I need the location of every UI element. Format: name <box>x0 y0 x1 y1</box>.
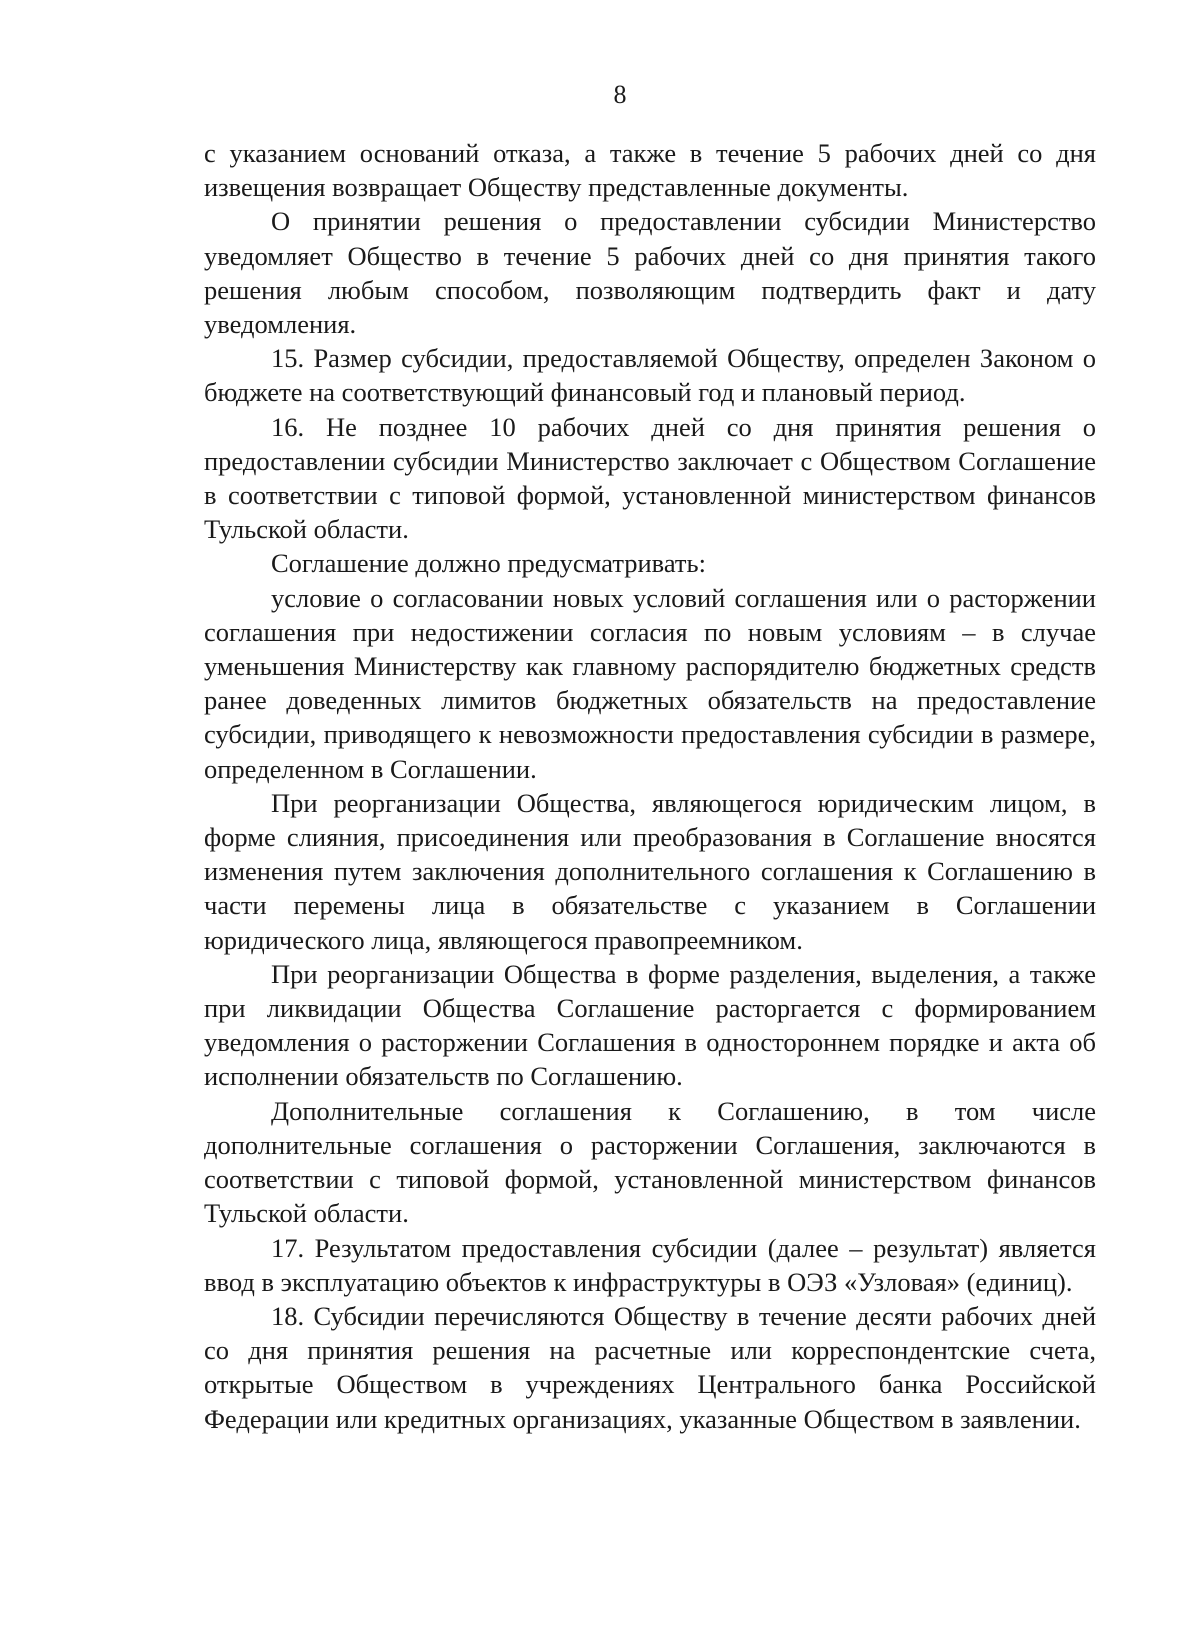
paragraph-agreement-condition: условие о согласовании новых условий соглашения или о расторжении соглашения при недостижении согласия по новым условиям – в случае уменьшения Министерству как главному распорядителю бюджетных средств ранее доведенных лимитов бюджетных обязательств на предоставление субсидии, приводящего к невозможности предоставления субсидии в размере, определенном в Соглашении. <box>204 582 1096 784</box>
page-number: 8 <box>613 80 627 109</box>
paragraph-agreement-provisions: Соглашение должно предусматривать: <box>271 548 706 579</box>
paragraph-continuation: с указанием оснований отказа, а также в течение 5 рабочих дней со дня извещения возвращает Обществу представленные документы. <box>204 138 1096 203</box>
paragraph-reorganization-merger: При реорганизации Общества, являющегося юридическим лицом, в форме слияния, присоединения или преобразования в Соглашение вносятся изменения путем заключения дополнительного соглашения к Соглашению в части перемены лица в обязательстве с указанием в Соглашении юридического лица, являющегося правопреемником. <box>204 787 1096 955</box>
paragraph-15: 15. Размер субсидии, предоставляемой Обществу, определен Законом о бюджете на соответствующий финансовый год и плановый период. <box>204 343 1096 408</box>
paragraph-additional-agreements: Дополнительные соглашения к Соглашению, в том числе дополнительные соглашения о расторжении Соглашения, заключаются в соответствии с типовой формой, установленной министерством финансов Тульской области. <box>204 1095 1096 1229</box>
paragraph-notification: О принятии решения о предоставлении субсидии Министерство уведомляет Общество в течение 5 рабочих дней со дня принятия такого решения любым способом, позволяющим подтвердить факт и дату уведомления. <box>204 206 1096 340</box>
paragraph-18: 18. Субсидии перечисляются Обществу в течение десяти рабочих дней со дня принятия решения на расчетные или корреспондентские счета, открытые Обществом в учреждениях Центрального банка Российской Федерации или кредитных организациях, указанные Обществом в заявлении. <box>204 1300 1096 1434</box>
paragraph-reorganization-division: При реорганизации Общества в форме разделения, выделения, а также при ликвидации Общества Соглашение расторгается с формированием уведомления о расторжении Соглашения в одностороннем порядке и акта об исполнении обязательств по Соглашению. <box>204 958 1096 1092</box>
paragraph-16: 16. Не позднее 10 рабочих дней со дня принятия решения о предоставлении субсидии Министерство заключает с Обществом Соглашение в соответствии с типовой формой, установленной министерством финансов Тульской области. <box>204 411 1096 545</box>
document-body <box>204 136 1096 1436</box>
paragraph-17: 17. Результатом предоставления субсидии (далее – результат) является ввод в эксплуатацию объектов к инфраструктуры в ОЭЗ «Узловая» (единиц). <box>204 1232 1096 1297</box>
